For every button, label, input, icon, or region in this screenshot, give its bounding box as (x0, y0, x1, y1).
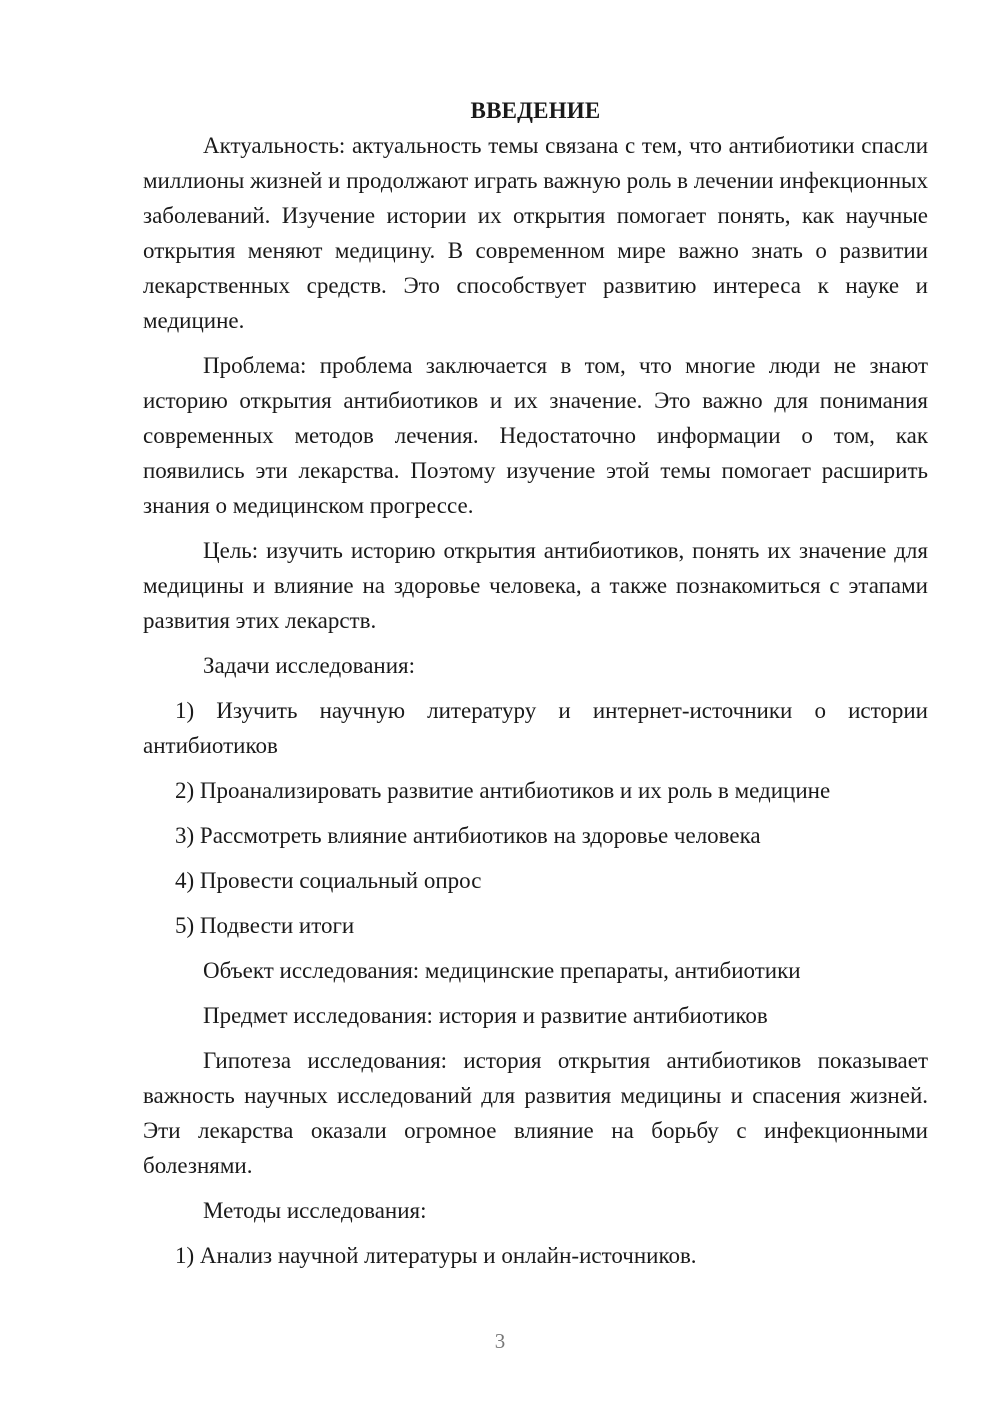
object-paragraph: Объект исследования: медицинские препараты, антибиотики (203, 958, 801, 983)
document-page (143, 93, 928, 1273)
task-item: 5) Подвести итоги (175, 913, 355, 938)
task-item: 2) Проанализировать развитие антибиотиков и их роль в медицине (175, 778, 831, 803)
relevance-paragraph: Актуальность: актуальность темы связана с тем, что антибиотики спасли миллионы жизней и продолжают играть важную роль в лечении инфекционных заболеваний. Изучение истории их открытия помогает понять, как научные открытия меняют медицину. В современном мире важно знать о развитии лекарственных средств. Это способствует развитию интереса к науке и медицине. (143, 133, 928, 333)
problem-paragraph: Проблема: проблема заключается в том, что многие люди не знают историю открытия антибиотиков и их значение. Это важно для понимания современных методов лечения. Недостаточно информации о том, как появились эти лекарства. Поэтому изучение этой темы помогает расширить знания о медицинском прогрессе. (143, 353, 928, 518)
task-item: 1) Изучить научную литературу и интернет-источники о истории антибиотиков (143, 698, 928, 758)
hypothesis-paragraph: Гипотеза исследования: история открытия антибиотиков показывает важность научных исследований для развития медицины и спасения жизней. Эти лекарства оказали огромное влияние на борьбу с инфекционными болезнями. (143, 1048, 928, 1178)
task-item: 4) Провести социальный опрос (175, 868, 482, 893)
tasks-heading: Задачи исследования: (203, 653, 416, 678)
goal-paragraph: Цель: изучить историю открытия антибиотиков, понять их значение для медицины и влияние на здоровье человека, а также познакомиться с этапами развития этих лекарств. (143, 538, 928, 633)
section-title: ВВЕДЕНИЕ (470, 98, 601, 123)
methods-heading: Методы исследования: (203, 1198, 427, 1223)
subject-paragraph: Предмет исследования: история и развитие антибиотиков (203, 1003, 768, 1028)
task-item: 3) Рассмотреть влияние антибиотиков на здоровье человека (175, 823, 761, 848)
method-item: 1) Анализ научной литературы и онлайн-источников. (175, 1243, 697, 1268)
page-number: 3 (494, 1329, 506, 1353)
